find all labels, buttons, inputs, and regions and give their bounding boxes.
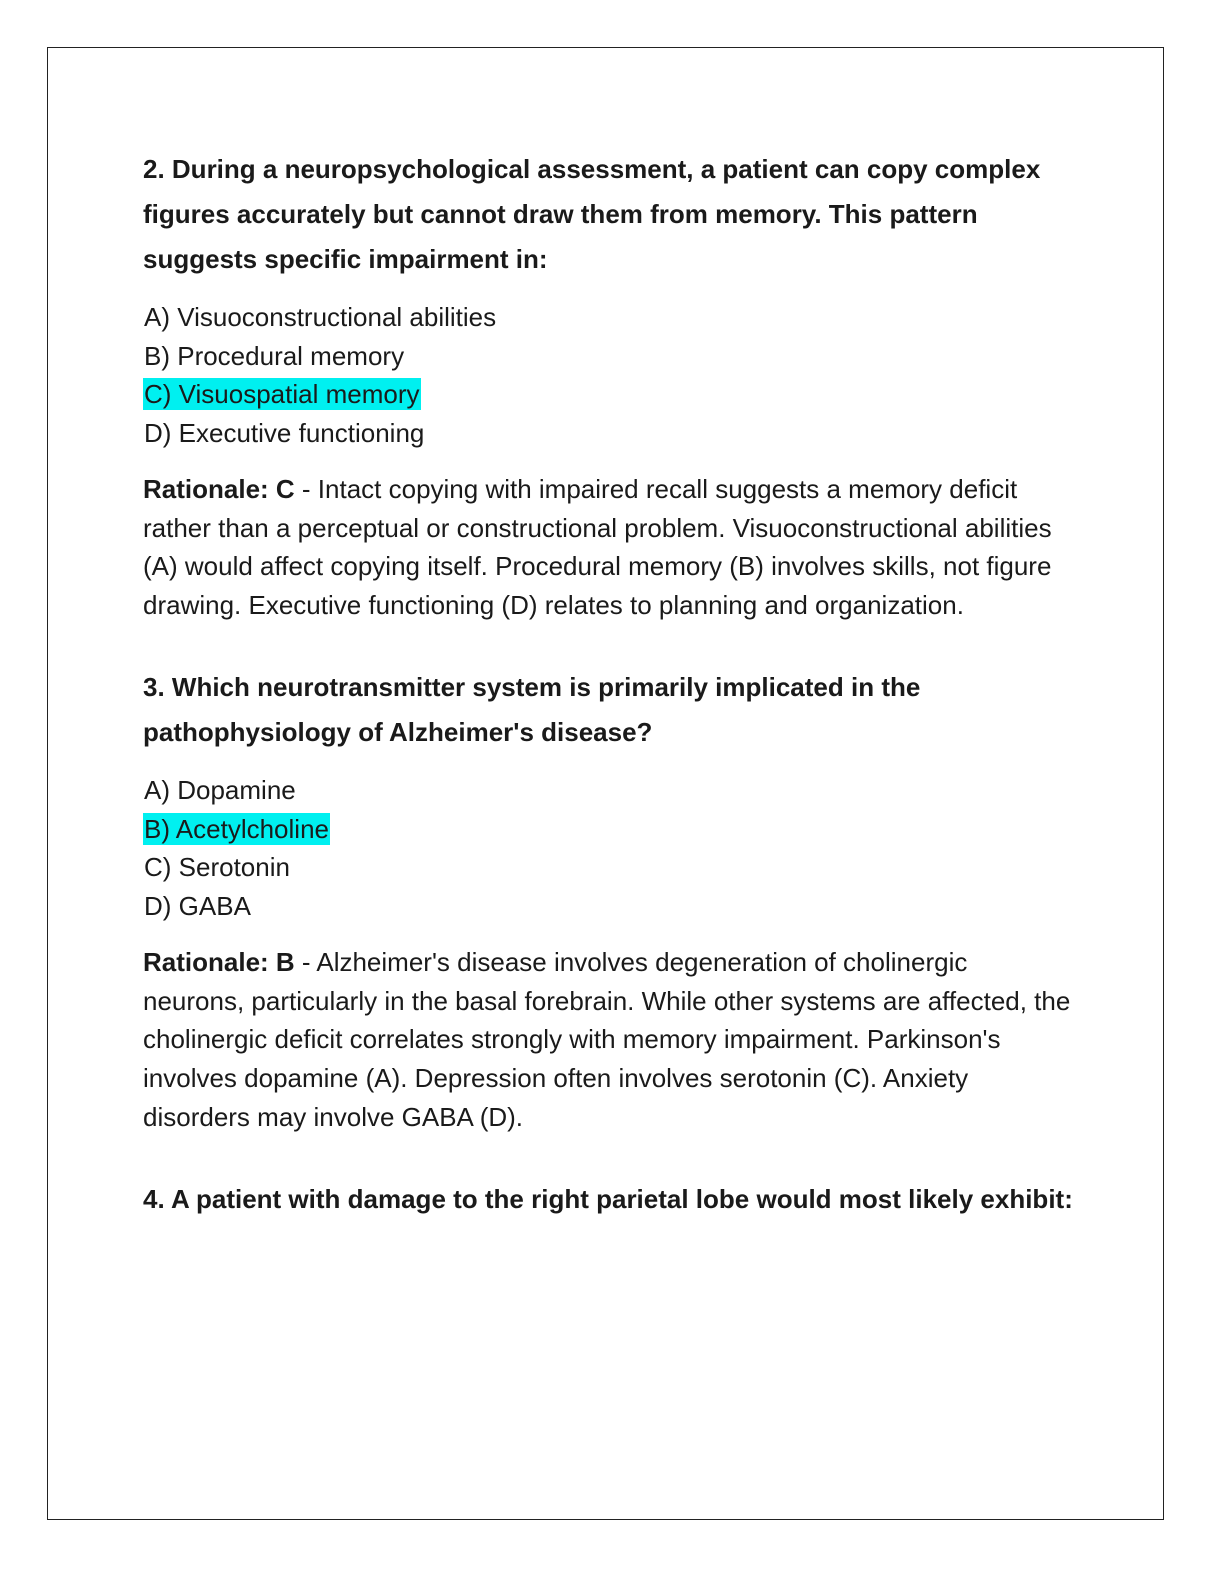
option-text: D) GABA <box>144 891 251 922</box>
answer-options <box>143 298 1073 453</box>
option-b-correct <box>143 810 1073 849</box>
question-4 <box>143 1177 1073 1222</box>
rationale-label: Rationale: C <box>143 473 295 504</box>
rationale-label: Rationale: B <box>143 946 295 977</box>
option-text: A) Dopamine <box>144 775 296 805</box>
option-text: D) Executive functioning <box>144 418 425 449</box>
question-2 <box>143 147 1073 625</box>
rationale-text: - Alzheimer's disease involves degeneration of cholinergic neurons, particularly in the basal forebrain. While other systems are affected, the cholinergic deficit correlates strongly with memory impairment. Parkinson's involves dopamine (A). Depression often involves serotonin (C). Anxiety disorders may involve GABA (D). <box>143 946 1071 1132</box>
question-stem: 2. During a neuropsychological assessment, a patient can copy complex figures accurately but cannot draw them from memory. This pattern suggests specific impairment in: <box>143 154 1041 274</box>
option-c-correct <box>143 375 1073 414</box>
option-c <box>143 848 1073 887</box>
option-text: A) Visuoconstructional abilities <box>144 302 497 332</box>
option-a <box>143 771 1073 810</box>
question-stem: 4. A patient with damage to the right parietal lobe would most likely exhibit: <box>143 1183 1073 1214</box>
answer-options <box>143 771 1073 926</box>
option-d <box>143 887 1073 926</box>
option-text: C) Visuospatial memory <box>144 379 420 410</box>
option-text: C) Serotonin <box>144 852 290 883</box>
rationale-text: - Intact copying with impaired recall suggests a memory deficit rather than a perceptual or constructional problem. Visuoconstructional abilities (A) would affect copying itself. Procedural memory (B) involves skills, not figure drawing. Executive functioning (D) relates to planning and organization. <box>143 473 1052 621</box>
option-d <box>143 414 1073 453</box>
option-text: B) Procedural memory <box>144 340 405 371</box>
rationale <box>143 470 1073 625</box>
section-spacer <box>143 1137 1073 1177</box>
question-3 <box>143 665 1073 1137</box>
document-content <box>143 147 1073 1222</box>
option-text: B) Acetylcholine <box>144 813 329 844</box>
option-b <box>143 337 1073 376</box>
option-a <box>143 298 1073 337</box>
question-stem: 3. Which neurotransmitter system is primarily implicated in the pathophysiology of Alzheimer's disease? <box>143 672 921 747</box>
section-spacer <box>143 625 1073 665</box>
rationale <box>143 943 1073 1137</box>
